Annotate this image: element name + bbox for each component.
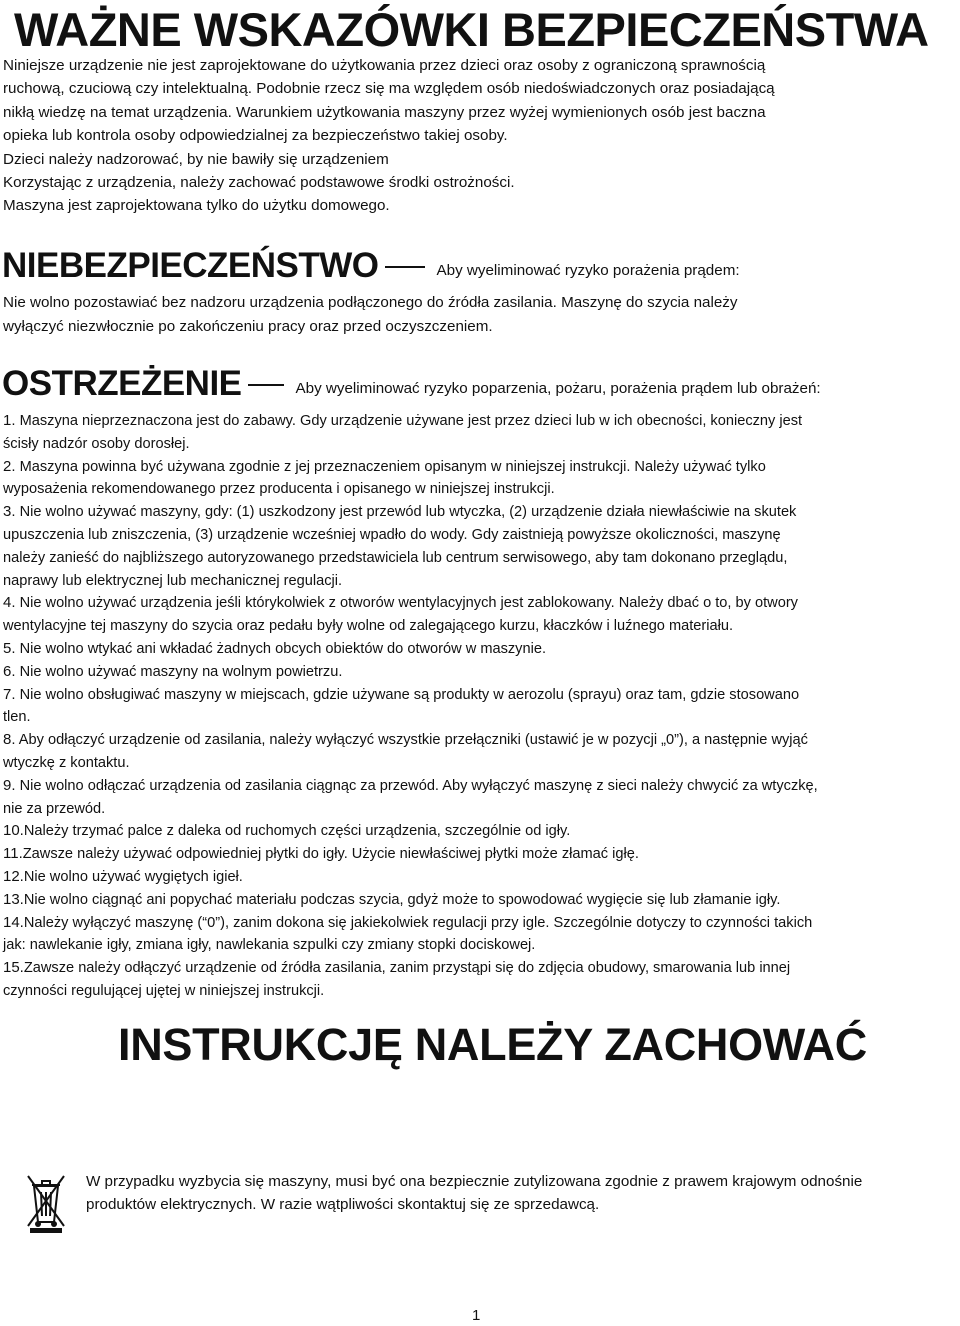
warning-item-number: 12.	[3, 867, 24, 885]
warning-item-number: 4.	[3, 594, 16, 612]
warning-item-number: 14.	[3, 913, 24, 931]
warning-item-number: 11.	[3, 845, 23, 863]
danger-header	[2, 246, 740, 286]
warning-item-text: czynności regulującej ujętej w niniejszej instrukcji.	[3, 982, 325, 999]
warning-item-text: należy zanieść do najbliższego autoryzowanego przedstawiciela lub centrum serwisowego, aby tam dokonano przeglądu,	[3, 549, 788, 566]
warning-item-number: 8.	[3, 731, 16, 749]
page-title: WAŻNE WSKAZÓWKI BEZPIECZEŃSTWA	[14, 3, 929, 56]
warning-item-text: nie za przewód.	[3, 800, 106, 817]
warning-item-line	[3, 684, 955, 706]
warning-item-line	[3, 570, 955, 592]
warning-item-text: Aby odłączyć urządzenie od zasilania, należy wyłączyć wszystkie przełączniki (ustawić je w pozycji „0”), a następnie wyjąć	[18, 732, 808, 749]
intro-text	[3, 54, 953, 218]
warning-item-line	[3, 456, 955, 478]
warning-item-text: Maszyna powinna być używana zgodnie z jej przeznaczeniem opisanym w niniejszej instrukcji. Należy używać tylko	[19, 458, 766, 475]
page-number: 1	[472, 1307, 481, 1324]
warning-item-line	[3, 843, 955, 865]
disposal-line: produktów elektrycznych. W razie wątpliwości skontaktuj się ze sprzedawcą.	[86, 1196, 600, 1214]
warning-item-text: wentylacyjne tej maszyny do szycia oraz pedału były wolne od zalegającego kurzu, kłaczków i luźnego materiału.	[3, 618, 734, 635]
warning-item-line	[3, 706, 955, 728]
keep-instructions-title: INSTRUKCJĘ NALEŻY ZACHOWAĆ	[118, 1019, 867, 1070]
warning-item-text: Nie wolno używać maszyny, gdy: (1) uszkodzony jest przewód lub wtyczka, (2) urządzenie działa niewłaściwie na skutek	[19, 504, 797, 521]
warning-subheading: Aby wyeliminować ryzyko poparzenia, pożaru, porażenia prądem lub obrażeń:	[295, 380, 821, 397]
warning-item-text: wyposażenia rekomendowanego przez producenta i opisanego w niniejszej instrukcji.	[3, 481, 555, 498]
danger-subheading: Aby wyeliminować ryzyko porażenia prądem:	[436, 262, 740, 279]
warning-item-line	[3, 501, 955, 523]
heading-dash	[385, 266, 425, 268]
warning-item-text: Nie wolno używać maszyny na wolnym powietrzu.	[19, 663, 343, 680]
warning-item-number: 13.	[3, 890, 24, 908]
warning-item-line	[3, 912, 955, 934]
intro-line: Niniejsze urządzenie nie jest zaprojektowane do użytkowania przez dzieci oraz osoby z ograniczoną sprawnością	[3, 57, 766, 74]
warning-item-number: 5.	[3, 639, 16, 657]
warning-item-line	[3, 592, 955, 614]
warning-item-number: 15.	[3, 959, 24, 977]
warning-item-line	[3, 638, 955, 660]
warning-list	[3, 410, 955, 1003]
warning-item-line	[3, 524, 955, 546]
warning-item-text: Nie wolno obsługiwać maszyny w miejscach, gdzie używane są produkty w aerozolu (sprayu) oraz tam, gdzie stosowano	[19, 686, 800, 703]
warning-item-text: Nie wolno wtykać ani wkładać żadnych obcych obiektów do otworów w maszynie.	[19, 640, 547, 657]
warning-item-text: jak: nawlekanie igły, zmiana igły, nawlekania szpulki czy zmiany stopki dociskowej.	[3, 937, 536, 954]
warning-item-line	[3, 820, 955, 842]
warning-item-line	[3, 889, 955, 911]
warning-item-line	[3, 980, 955, 1002]
warning-item-number: 1.	[3, 412, 16, 429]
warning-item-text: ścisły nadzór osoby dorosłej.	[3, 435, 190, 452]
warning-item-text: Maszyna nieprzeznaczona jest do zabawy. Gdy urządzenie używane jest przez dzieci lub w ich obecności, konieczny jest	[19, 413, 803, 429]
warning-item-text: Nie wolno odłączać urządzenia od zasilania ciągnąc za przewód. Aby wyłączyć maszynę z sieci należy chwycić za wtyczkę,	[19, 777, 818, 794]
warning-item-line	[3, 478, 955, 500]
warning-item-text: Nie wolno używać wygiętych igieł.	[23, 868, 243, 885]
warning-item-number: 10.	[3, 822, 24, 840]
warning-item-line	[3, 410, 955, 432]
danger-line: Nie wolno pozostawiać bez nadzoru urządzenia podłączonego do źródła zasilania. Maszynę do szycia należy	[3, 294, 738, 311]
warning-item-line	[3, 433, 955, 455]
warning-item-text: Zawsze należy odłączyć urządzenie od źródła zasilania, zanim przystąpi się do zdjęcia obudowy, smarowania lub innej	[23, 960, 791, 977]
warning-item-text: Należy trzymać palce z daleka od ruchomych części urządzenia, szczególnie od igły.	[23, 823, 571, 840]
warning-item-number: 3.	[3, 503, 16, 521]
danger-line: wyłączyć niezwłocznie po zakończeniu pracy oraz przed oczyszczeniem.	[3, 318, 493, 335]
warning-item-text: Nie wolno używać urządzenia jeśli którykolwiek z otworów wentylacyjnych jest zablokowany. Należy dbać o to, by otwory	[19, 595, 798, 612]
warning-item-line	[3, 729, 955, 751]
heading-dash	[248, 384, 284, 386]
warning-item-number: 7.	[3, 685, 16, 703]
warning-item-line	[3, 752, 955, 774]
danger-text	[3, 291, 953, 339]
warning-item-text: tlen.	[3, 709, 31, 726]
warning-item-text: Należy wyłączyć maszynę (“0”), zanim dokona się jakiekolwiek regulacji przy igle. Szczególnie dotyczy to czynności takich	[23, 914, 813, 931]
disposal-text	[86, 1170, 916, 1217]
intro-line: nikłą wiedzę na temat urządzenia. Warunkiem użytkowania maszyny przez wyżej wymienionych osób jest baczna	[3, 103, 766, 121]
warning-item-text: upuszczenia lub zniszczenia, (3) urządzenie wcześniej wpadło do wody. Gdy zaistnieją powyższe okoliczności, maszynę	[3, 526, 781, 543]
warning-item-line	[3, 798, 955, 820]
warning-item-line	[3, 934, 955, 956]
warning-item-text: Nie wolno ciągnąć ani popychać materiału podczas szycia, gdyż może to spowodować wygięcie się lub złamanie igły.	[23, 891, 781, 908]
warning-item-text: naprawy lub elektrycznej lub mechanicznej regulacji.	[3, 572, 343, 589]
warning-item-number: 6.	[3, 662, 16, 680]
warning-header	[2, 364, 821, 404]
warning-item-line	[3, 615, 955, 637]
warning-item-number: 2.	[3, 457, 16, 475]
warning-item-text: wtyczkę z kontaktu.	[3, 754, 130, 771]
disposal-line: W przypadku wyzbycia się maszyny, musi być ona bezpiecznie zutylizowana zgodnie z prawem krajowym odnośnie	[86, 1173, 863, 1190]
intro-line: Dzieci należy nadzorować, by nie bawiły się urządzeniem	[3, 150, 389, 168]
warning-item-text: Zawsze należy używać odpowiedniej płytki do igły. Użycie niewłaściwej płytki może złamać igłę.	[22, 846, 639, 863]
intro-line: Maszyna jest zaprojektowana tylko do użytku domowego.	[3, 197, 390, 215]
warning-item-line	[3, 547, 955, 569]
warning-item-number: 9.	[3, 776, 16, 794]
crossed-out-bin-icon	[24, 1172, 68, 1234]
intro-line: ruchową, czuciową czy intelektualną. Podobnie rzecz się ma względem osób niedoświadczonych oraz posiadającą	[3, 80, 775, 98]
warning-item-line	[3, 661, 955, 683]
warning-item-line	[3, 775, 955, 797]
danger-heading: NIEBEZPIECZEŃSTWO	[2, 246, 379, 285]
warning-item-line	[3, 866, 955, 888]
intro-line: Korzystając z urządzenia, należy zachować podstawowe środki ostrożności.	[3, 174, 515, 192]
warning-heading: OSTRZEŻENIE	[2, 364, 242, 403]
intro-line: opieka lub kontrola osoby odpowiedzialnej za bezpieczeństwo takiej osoby.	[3, 127, 508, 145]
warning-item-line	[3, 957, 955, 979]
